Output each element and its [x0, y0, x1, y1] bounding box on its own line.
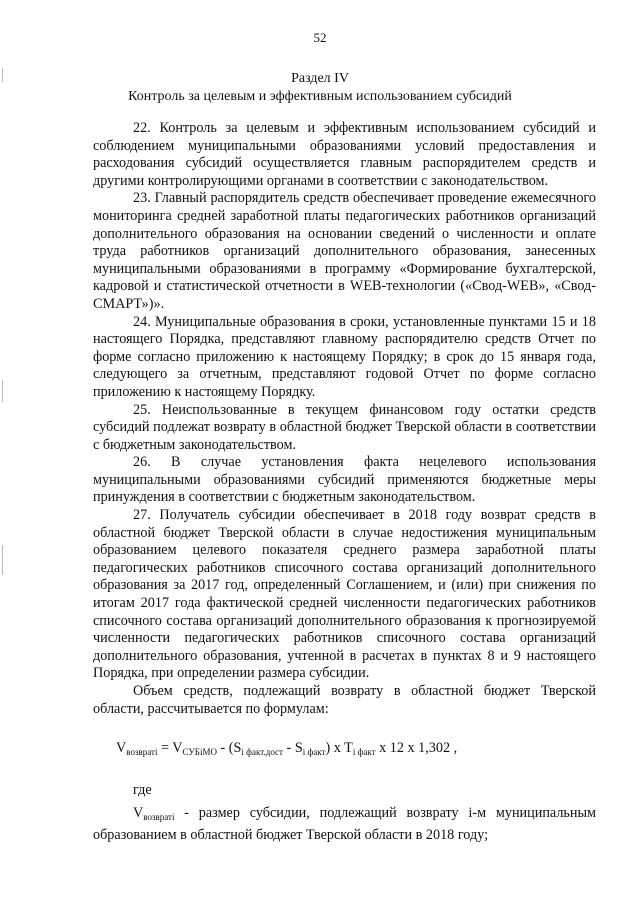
return-formula: $V_{возвратi} = V_{СУБiМО} - (S_{i факт.дост} - S_{i факт})$ x $T_{i факт}$ x 12 x 1,302 , — [116, 740, 458, 758]
paragraph-25: 25. Неиспользованные в текущем финансовом году остатки средств субсидий подлежат возврату в областной бюджет Тверской области в соответствии с бюджетным законодательством. — [93, 401, 596, 453]
page-number: 52 — [313, 30, 327, 45]
document-body — [93, 120, 596, 845]
section-heading: Раздел IV — [291, 71, 349, 86]
scan-margin-mark — [2, 545, 3, 575]
paragraph-26: 26. В случае установления факта нецелевого использования муниципальными образованиями субсидий применяются бюджетные меры принуждения в соответствии с бюджетным законодательством. — [93, 454, 596, 506]
paragraph-23: 23. Главный распорядитель средств обеспечивает проведение ежемесячного мониторинга средней заработной платы педагогических работников организаций дополнительного образования на основании сведений о численности и оплате труда работников организаций дополнительного образования, занесенных муниципальными образованиями в программу «Формирование бухгалтерской, кадровой и статистической отчетности в WEB-технологии («Свод-WEB», «Свод-СМАРТ»)». — [93, 190, 596, 312]
scan-margin-mark — [2, 380, 3, 402]
definition-v-return: $V_{возвратi}$ - размер субсидии, подлежащий возврату i-м муниципальным образованием в областной бюджет Тверской области в 2018 году; — [93, 805, 596, 843]
paragraph-27: 27. Получатель субсидии обеспечивает в 2018 году возврат средств в областной бюджет Тверской области в случае недостижения муниципальным образованием целевого показателя среднего размера заработной платы педагогических работников списочного состава организаций дополнительного образования за 2017 год, определенный Соглашением, и (или) при снижения по итогам 2017 года фактической средней численности педагогических работников списочного состава организаций дополнительного образования к прогнозируемой численности педагогических работников списочного состава организаций дополнительного образования, учтенной в расчетах в пунктах 8 и 9 настоящего Порядка, при определении размера субсидии. — [93, 507, 596, 682]
paragraph-formula-intro: Объем средств, подлежащий возврату в областной бюджет Тверской области, рассчитывается по формулам: — [93, 683, 596, 717]
section-header — [0, 70, 640, 106]
where-label: где — [133, 781, 152, 798]
section-subtitle: Контроль за целевым и эффективным использованием субсидий — [128, 89, 512, 104]
paragraph-22: 22. Контроль за целевым и эффективным использованием субсидий и соблюдением муниципальными образованиями условий предоставления и расходования субсидий осуществляется главным распорядителем средств и другими контролирующими органами в соответствии с законодательством. — [93, 120, 596, 189]
paragraph-24: 24. Муниципальные образования в сроки, установленные пунктами 15 и 18 настоящего Порядка, представляют главному распорядителю средств Отчет по форме согласно приложению к настоящему Порядку; в срок до 15 января года, следующего за отчетным, представляют годовой Отчет по форме согласно приложению к настоящему Порядку. — [93, 313, 596, 400]
